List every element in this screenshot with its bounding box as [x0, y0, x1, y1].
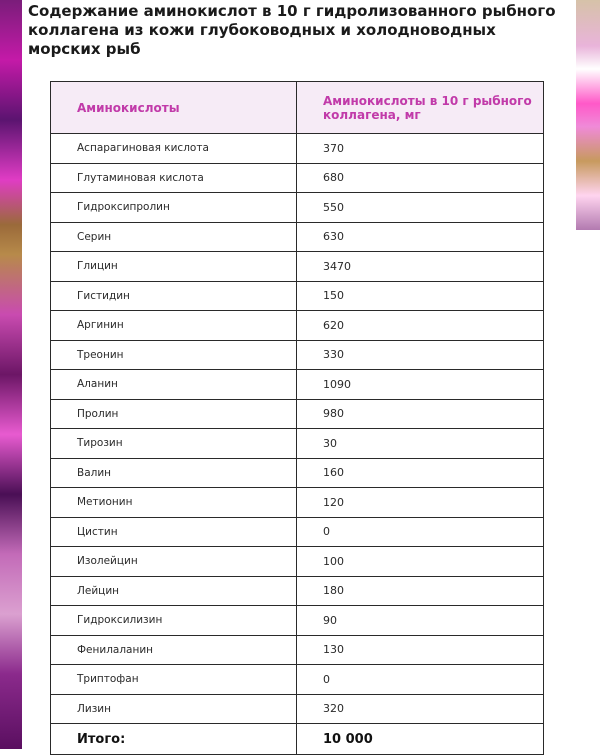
amino-acid-name: Гидроксипролин — [51, 193, 297, 223]
amino-acid-name: Валин — [51, 458, 297, 488]
page-title: Содержание аминокислот в 10 г гидролизованного рыбного коллагена из кожи глубоководных и холодноводных морских рыб — [28, 2, 556, 58]
column-header-amount: Аминокислоты в 10 г рыбного коллагена, мг — [297, 82, 544, 134]
amino-acid-name: Аспарагиновая кислота — [51, 134, 297, 164]
amino-acid-name: Триптофан — [51, 665, 297, 695]
amino-acid-name: Цистин — [51, 517, 297, 547]
table-row — [51, 134, 544, 164]
table-row — [51, 311, 544, 341]
table-row — [51, 370, 544, 400]
table-row — [51, 163, 544, 193]
amino-acid-amount: 980 — [297, 399, 544, 429]
table-row — [51, 222, 544, 252]
table-row — [51, 665, 544, 695]
table-row — [51, 458, 544, 488]
amino-acid-name: Фенилаланин — [51, 635, 297, 665]
table-row — [51, 429, 544, 459]
amino-acid-name: Гидроксилизин — [51, 606, 297, 636]
table-row — [51, 576, 544, 606]
amino-acid-name: Изолейцин — [51, 547, 297, 577]
table-row — [51, 606, 544, 636]
table-row — [51, 517, 544, 547]
table-row — [51, 547, 544, 577]
amino-acid-amount: 1090 — [297, 370, 544, 400]
total-value: 10 000 — [297, 724, 544, 755]
amino-acid-name: Метионин — [51, 488, 297, 518]
table-body — [51, 134, 544, 724]
amino-acid-table — [50, 81, 544, 755]
amino-acid-amount: 3470 — [297, 252, 544, 282]
amino-acid-name: Пролин — [51, 399, 297, 429]
decorative-background-right — [576, 0, 600, 230]
total-label: Итого: — [51, 724, 297, 755]
amino-acid-name: Гистидин — [51, 281, 297, 311]
amino-acid-amount: 120 — [297, 488, 544, 518]
table-total-row — [51, 724, 544, 755]
amino-acid-name: Аргинин — [51, 311, 297, 341]
amino-acid-name: Лизин — [51, 694, 297, 724]
table-row — [51, 399, 544, 429]
amino-acid-name: Аланин — [51, 370, 297, 400]
amino-acid-name: Глутаминовая кислота — [51, 163, 297, 193]
amino-acid-amount: 330 — [297, 340, 544, 370]
table-row — [51, 252, 544, 282]
amino-acid-amount: 620 — [297, 311, 544, 341]
amino-acid-amount: 320 — [297, 694, 544, 724]
amino-acid-name: Тирозин — [51, 429, 297, 459]
decorative-background-left — [0, 0, 22, 749]
amino-acid-amount: 180 — [297, 576, 544, 606]
amino-acid-amount: 680 — [297, 163, 544, 193]
amino-acid-amount: 630 — [297, 222, 544, 252]
amino-acid-amount: 100 — [297, 547, 544, 577]
amino-acid-amount: 160 — [297, 458, 544, 488]
table-row — [51, 340, 544, 370]
amino-acid-amount: 130 — [297, 635, 544, 665]
amino-acid-amount: 90 — [297, 606, 544, 636]
table-row — [51, 193, 544, 223]
table-row — [51, 281, 544, 311]
amino-acid-amount: 150 — [297, 281, 544, 311]
amino-acid-name: Треонин — [51, 340, 297, 370]
amino-acid-amount: 370 — [297, 134, 544, 164]
table-header-row — [51, 82, 544, 134]
amino-acid-amount: 30 — [297, 429, 544, 459]
amino-acid-amount: 550 — [297, 193, 544, 223]
amino-acid-name: Лейцин — [51, 576, 297, 606]
amino-acid-amount: 0 — [297, 517, 544, 547]
table-row — [51, 488, 544, 518]
amino-acid-name: Глицин — [51, 252, 297, 282]
column-header-amino-acids: Аминокислоты — [51, 82, 297, 134]
amino-acid-amount: 0 — [297, 665, 544, 695]
table-row — [51, 635, 544, 665]
amino-acid-name: Серин — [51, 222, 297, 252]
table-row — [51, 694, 544, 724]
